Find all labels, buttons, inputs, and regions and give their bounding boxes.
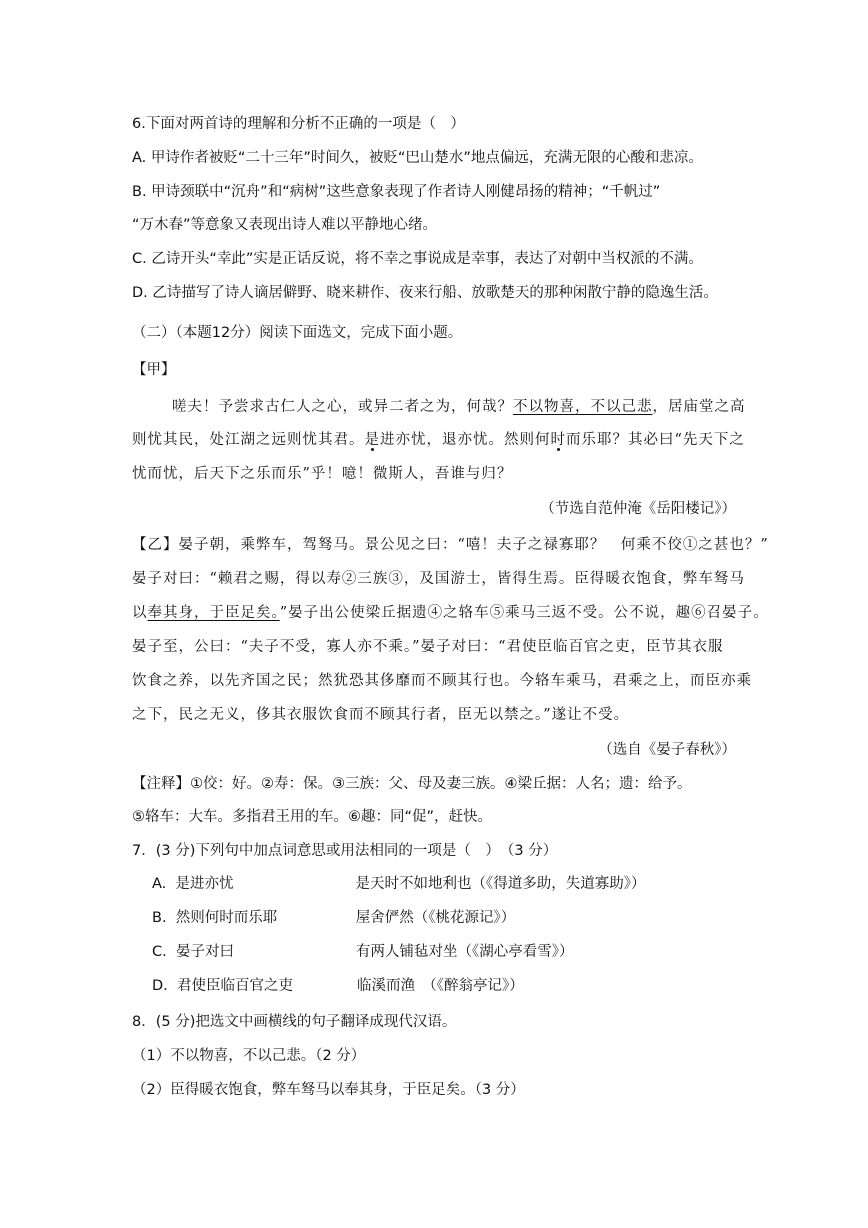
option-label: A. <box>152 876 167 892</box>
jia-underlined-sentence: 不以物喜，不以己悲 <box>513 399 653 415</box>
q6-option-a: A. 甲诗作者被贬“二十三年”时间久，被贬“巴山楚水”地点偏远，充满无限的心酸和悲凉。 <box>132 150 703 166</box>
option-label: C. <box>152 944 167 960</box>
yi-underlined-sentence: 奉其身，于臣足矣。 <box>147 605 280 621</box>
option-left: 是进亦忧 <box>175 876 234 892</box>
dotted-char: 是 <box>364 432 380 448</box>
option-label: B. <box>152 910 167 926</box>
q6-option-c: C. 乙诗开头“幸此”实是正话反说，将不幸之事说成是幸事，表达了对朝中当权派的不满。 <box>132 251 703 267</box>
jia-text: 而乐耶？其必曰“先天下之 <box>566 432 745 448</box>
q8-stem: 8．(5 分)把选文中画横线的句子翻译成现代汉语。 <box>132 1014 457 1030</box>
option-label: D. <box>152 978 168 994</box>
q7-option-c <box>152 942 573 962</box>
yi-paragraph-line5: 饮食之养，以先齐国之民；然犹恐其侈靡而不顾其行也。今辂车乘马，君乘之上，而臣亦乘 <box>132 673 752 689</box>
yi-text: 以 <box>132 605 148 621</box>
jia-source: （节选自范仲淹《岳阳楼记》） <box>540 501 736 517</box>
q7-stem: 7．(3 分)下列句中加点词意思或用法相同的一项是（ ） （3 分） <box>132 843 558 859</box>
yi-paragraph-line6: 之下，民之无义，侈其衣服饮食而不顾其行者，臣无以禁之。”遂让不受。 <box>132 707 630 723</box>
jia-text: 嗟夫！予尝求古仁人之心，或异二者之为，何哉？ <box>172 399 513 415</box>
option-left: 然则何时而乐耶 <box>175 910 278 926</box>
jia-text: 则忧其民，处江湖之远则忧其君。 <box>132 432 365 448</box>
q7-option-b <box>152 908 515 928</box>
q6-option-d: D. 乙诗描写了诗人谪居僻野、晓来耕作、夜来行船、放歌楚天的那种闲散宁静的隐逸生活。 <box>132 285 718 301</box>
q6-option-b-line1: B. 甲诗颈联中“沉舟”和“病树”这些意象表现了作者诗人刚健昂扬的精神；“千帆过” <box>132 184 661 200</box>
section2-heading: （二）（本题12分）阅读下面选文，完成下面小题。 <box>132 325 463 341</box>
notes-line2: ⑤辂车：大车。多指君王用的车。⑥趣：同“促”，赶快。 <box>132 809 493 825</box>
q6-option-b-line2: “万木春”等意象又表现出诗人难以平静地心绪。 <box>132 217 438 233</box>
yi-paragraph-line3 <box>132 603 769 623</box>
notes-line1: 【注释】①佼：好。②寿：保。③三族：父、母及妻三族。④梁丘据：人名；遗：给予。 <box>132 776 692 792</box>
dotted-char: 时 <box>550 432 566 448</box>
jia-label: 【甲】 <box>132 362 176 378</box>
q8-sentence1: （1）不以物喜，不以己悲。（2 分） <box>132 1048 366 1064</box>
q8-sentence2: （2）臣得暖衣饱食，弊车驽马以奉其身，于臣足矣。（3 分） <box>132 1082 525 1098</box>
option-right: 临溪而渔 （《醉翁亭记》） <box>357 978 524 994</box>
jia-paragraph-line3: 忧而忧，后天下之乐而乐”乎！噫！微斯人，吾谁与归？ <box>132 466 513 482</box>
yi-paragraph-line1: 【乙】晏子朝，乘弊车，驾驽马。景公见之曰：“嘻！夫子之禄寡耶？ 何乘不佼①之甚也？” <box>132 537 769 553</box>
q6-stem: 6.下面对两首诗的理解和分析不正确的一项是（ ） <box>132 116 465 132</box>
q7-option-a <box>152 874 646 894</box>
jia-text: ，居庙堂之高 <box>652 399 746 415</box>
option-left: 君使臣临百官之吏 <box>177 978 293 994</box>
yi-source: （选自《晏子春秋》） <box>598 742 736 758</box>
yi-paragraph-line4: 晏子至，公曰：“夫子不受，寡人亦不乘。”晏子对曰：“君使臣临百官之吏，臣节其衣服 <box>132 639 724 655</box>
option-right: 是天时不如地利也（《得道多助，失道寡助》） <box>355 876 646 892</box>
q7-option-d <box>152 976 524 996</box>
yi-text: ”晏子出公使梁丘据遗④之辂车⑤乘马三返不受。公不说，趣⑥召晏子。 <box>279 605 769 621</box>
option-left: 晏子对曰 <box>175 944 234 960</box>
yi-paragraph-line2: 晏子对曰：“赖君之赐，得以寿②三族③，及国游士，皆得生焉。臣得暖衣饱食，弊车驽马 <box>132 571 745 587</box>
option-right: 有两人铺毡对坐（《湖心亭看雪》） <box>355 944 574 960</box>
jia-paragraph-line2 <box>132 430 745 450</box>
option-right: 屋舍俨然（《桃花源记》） <box>355 910 516 926</box>
jia-paragraph-line1 <box>172 397 746 417</box>
jia-text: 进亦忧，退亦忧。然则何 <box>380 432 551 448</box>
